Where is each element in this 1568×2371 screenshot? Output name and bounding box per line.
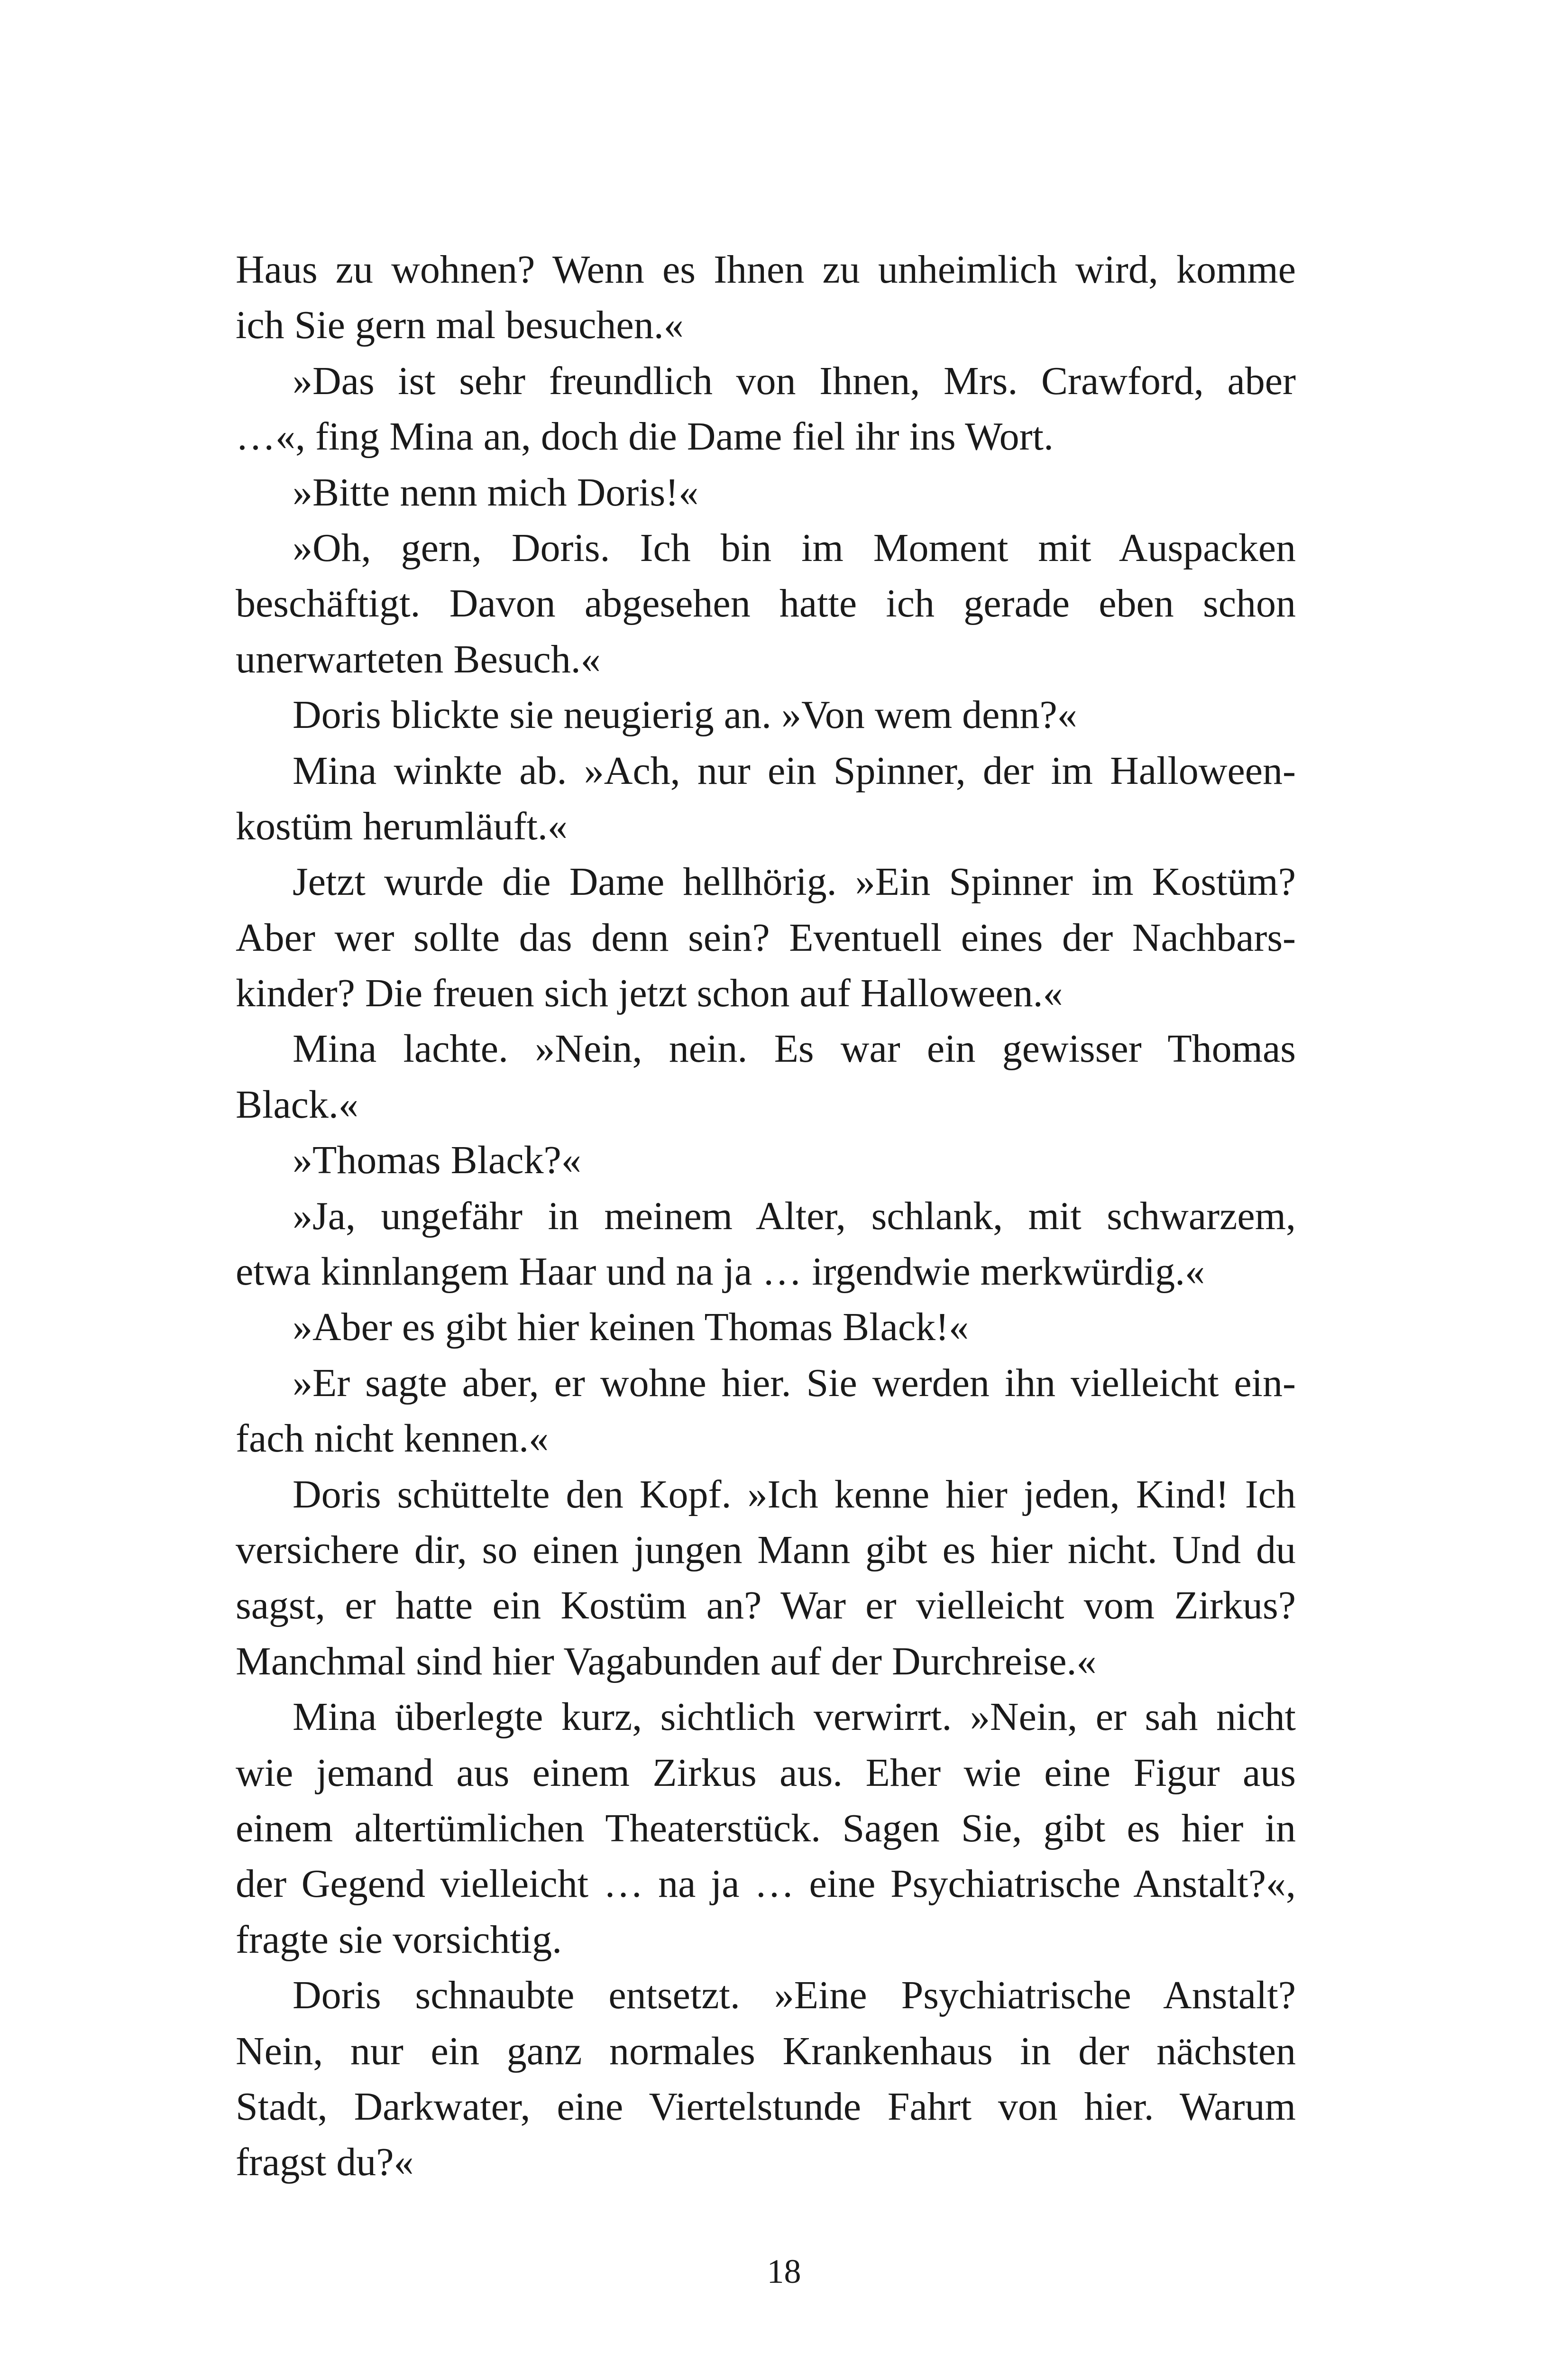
text-line: »Er sagte aber, er wohne hier. Sie werden ihn vielleicht ein- [293,1360,1296,1405]
text-line: »Aber es gibt hier keinen Thomas Black!« [293,1305,969,1350]
page-number: 18 [767,2252,801,2290]
text-line: Mina lachte. »Nein, nein. Es war ein gewisser Thomas [293,1027,1296,1071]
text-line: kostüm herumläuft.« [236,804,568,848]
text-line: einem altertümlichen Theaterstück. Sagen Sie, gibt es hier in [236,1806,1296,1850]
text-line: Mina winkte ab. »Ach, nur ein Spinner, der im Halloween- [293,748,1296,793]
text-line: unerwarteten Besuch.« [236,637,601,681]
text-line: Doris schnaubte entsetzt. »Eine Psychiatrische Anstalt? [293,1973,1296,2018]
text-line: versichere dir, so einen jungen Mann gibt es hier nicht. Und du [236,1527,1296,1572]
text-line: etwa kinnlangem Haar und na ja … irgendwie merkwürdig.« [236,1250,1205,1294]
text-line: »Bitte nenn mich Doris!« [293,470,699,515]
text-line: ich Sie gern mal besuchen.« [236,303,684,348]
text-line: Black.« [236,1082,358,1127]
text-line: Stadt, Darkwater, eine Viertelstunde Fahrt von hier. Warum [236,2084,1296,2129]
text-line: fach nicht kennen.« [236,1416,549,1461]
text-line: beschäftigt. Davon abgesehen hatte ich gerade eben schon [236,581,1296,626]
text-line: »Thomas Black?« [293,1138,581,1183]
text-line: Nein, nur ein ganz normales Krankenhaus in der nächsten [236,2029,1296,2073]
text-line: »Oh, gern, Doris. Ich bin im Moment mit Auspacken [293,525,1296,570]
text-line: Manchmal sind hier Vagabunden auf der Durchreise.« [236,1639,1097,1683]
text-line: sagst, er hatte ein Kostüm an? War er vielleicht vom Zirkus? [236,1583,1296,1628]
text-line: wie jemand aus einem Zirkus aus. Eher wie eine Figur aus [236,1750,1296,1795]
text-line: Jetzt wurde die Dame hellhörig. »Ein Spinner im Kostüm? [293,860,1296,904]
text-line: Doris schüttelte den Kopf. »Ich kenne hier jeden, Kind! Ich [293,1472,1296,1516]
text-line: fragst du?« [236,2140,414,2185]
text-line: kinder? Die freuen sich jetzt schon auf Halloween.« [236,971,1063,1016]
text-line: Aber wer sollte das denn sein? Eventuell eines der Nachbars- [236,915,1296,960]
text-line: Mina überlegte kurz, sichtlich verwirrt. »Nein, er sah nicht [293,1695,1296,1739]
text-line: Doris blickte sie neugierig an. »Von wem denn?« [293,693,1077,737]
text-line: …«, fing Mina an, doch die Dame fiel ihr ins Wort. [236,414,1054,459]
body-text [236,242,1296,2190]
text-line: »Ja, ungefähr in meinem Alter, schlank, mit schwarzem, [293,1194,1296,1238]
text-line: fragte sie vorsichtig. [236,1917,562,1962]
text-line: »Das ist sehr freundlich von Ihnen, Mrs. Crawford, aber [293,358,1296,403]
text-line: der Gegend vielleicht … na ja … eine Psychiatrische Anstalt?«, [236,1862,1296,1906]
text-line: Haus zu wohnen? Wenn es Ihnen zu unheimlich wird, komme [236,248,1296,292]
